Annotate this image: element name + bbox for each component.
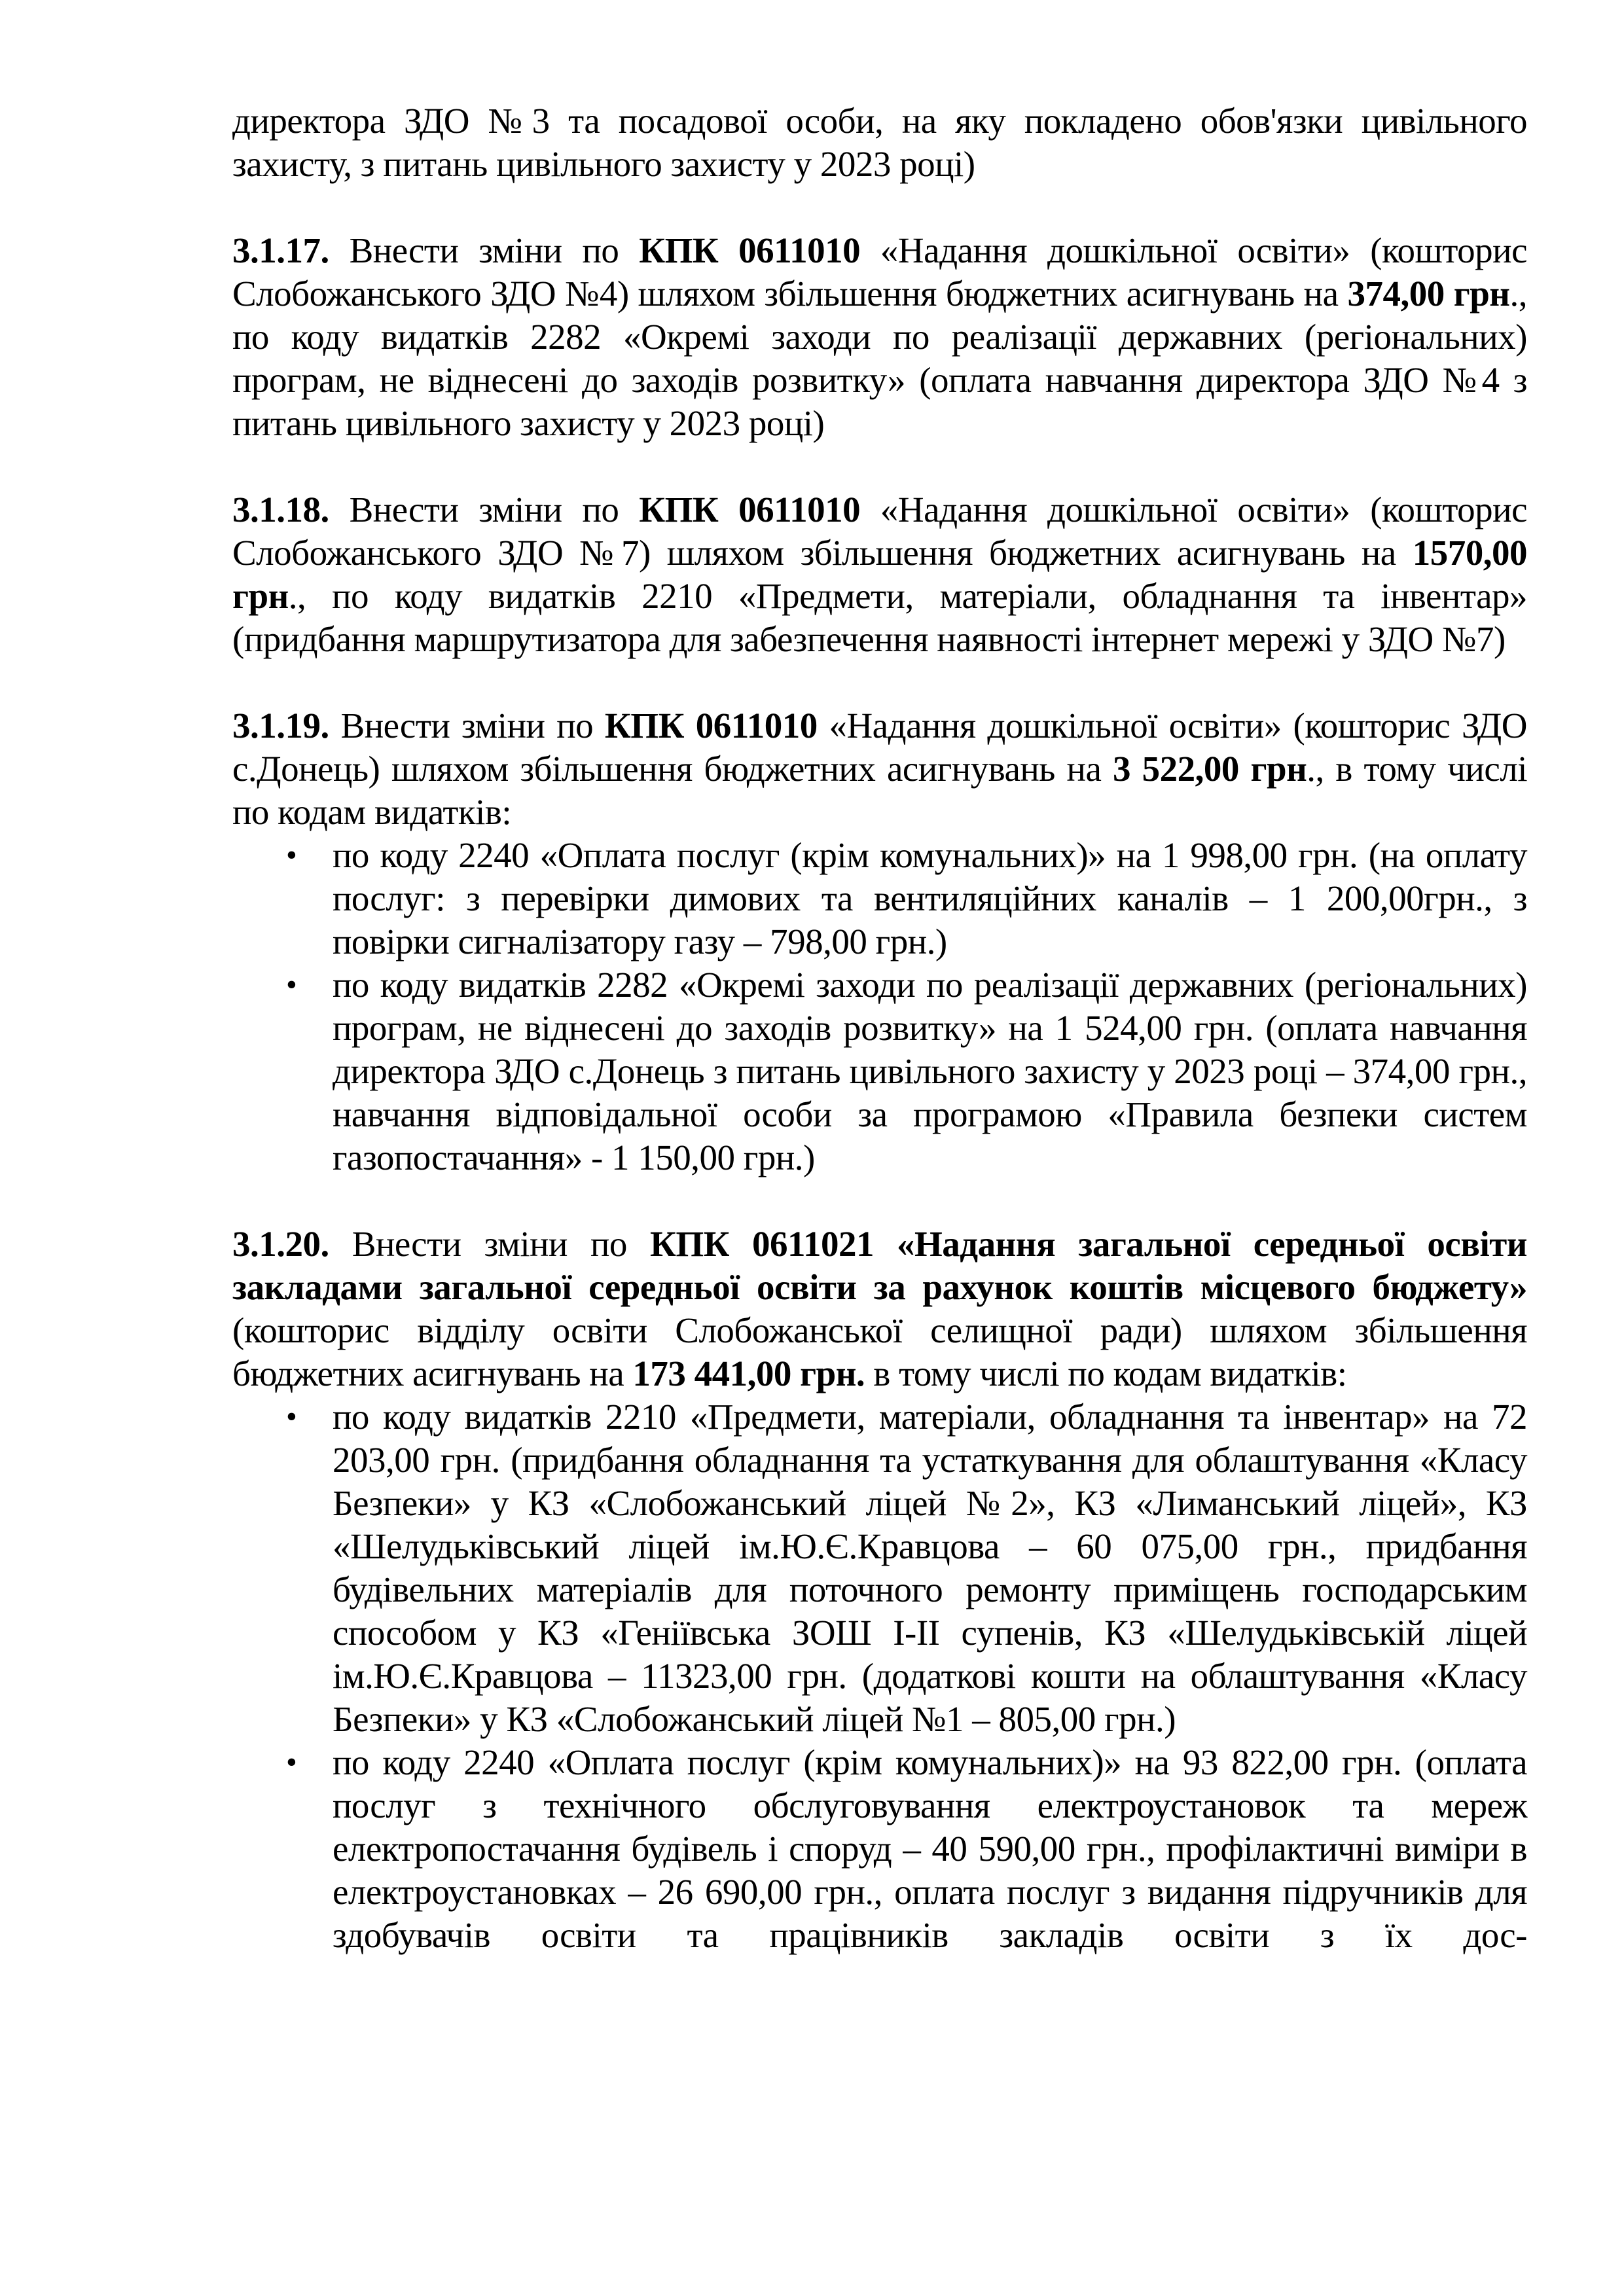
section-number: 3.1.18. <box>232 490 329 529</box>
section-number: 3.1.20. <box>232 1224 329 1264</box>
amount: 1570,00 грн <box>232 533 1527 616</box>
expense-item-text: по коду 2240 «Оплата послуг (крім комунальних)» на 93 822,00 грн. (оплата послуг з технічного обслуговування електроустановок та мереж електропостачання будівель і споруд – 40 590,00 грн., профілактичні виміри в електроустановках – 26 690,00 грн., оплата послуг з видання підручників для здобувачів освіти та працівників закладів освіти з їх дос- <box>333 1742 1527 1955</box>
amount: 374,00 грн <box>1347 274 1510 314</box>
paragraph-continuation <box>232 99 1527 186</box>
expense-item-text: по коду видатків 2210 «Предмети, матеріали, обладнання та інвентар» на 72 203,00 грн. (придбання обладнання та устаткування для облаштування «Класу Безпеки» у КЗ «Слобожанський ліцей №2», КЗ «Лиманський ліцей», КЗ «Шелудьківський ліцей ім.Ю.Є.Кравцова – 60 075,00 грн., придбання будівельних матеріалів для поточного ремонту приміщень господарським способом у КЗ «Геніївська ЗОШ І-ІІ супенів, КЗ «Шелудьківській ліцей ім.Ю.Є.Кравцова – 11323,00 грн. (додаткові кошти на облаштування «Класу Безпеки» у КЗ «Слобожанський ліцей №1 – 805,00 грн.) <box>333 1397 1527 1739</box>
section-number: 3.1.17. <box>232 230 329 270</box>
expense-list-3-1-20 <box>232 1395 1527 1957</box>
expense-item-text: по коду 2240 «Оплата послуг (крім комунальних)» на 1 998,00 грн. (на оплату послуг: з перевірки димових та вентиляційних каналів – 1 200,00грн., з повірки сигналізатору газу – 798,00 грн.) <box>333 835 1527 961</box>
bullet-icon: • <box>286 1399 297 1434</box>
amount: 173 441,00 грн. <box>632 1354 865 1393</box>
expense-item <box>232 834 1527 963</box>
amount: 3 522,00 грн <box>1113 749 1307 789</box>
expense-item <box>232 1395 1527 1741</box>
expense-item <box>232 1741 1527 1957</box>
expense-item-text: по коду видатків 2282 «Окремі заходи по реалізації державних (регіональних) програм, не віднесені до заходів розвитку» на 1 524,00 грн. (оплата навчання директора ЗДО с.Донець з питань цивільного захисту у 2023 році – 374,00 грн., навчання відповідальної особи за програмою «Правила безпеки систем газопостачання» - 1 150,00 грн.) <box>333 965 1527 1177</box>
kpk-code-and-title: КПК 0611021 «Надання загальної середньої освіти закладами загальної середньої освіти за рахунок коштів місцевого бюджету» <box>232 1224 1527 1307</box>
text-content <box>232 99 1527 1957</box>
section-3-1-18: 3.1.18. Внести зміни по КПК 0611010 «Надання дошкільної освіти» (кошторис Слобожанського ЗДО №7) шляхом збільшення бюджетних асигнувань на 1570,00 грн., по коду видатків 2210 «Предмети, матеріали, обладнання та інвентар» (придбання маршрутизатора для забезпечення наявності інтернет мережі у ЗДО №7) <box>232 490 1527 659</box>
section-3-1-19: 3.1.19. Внести зміни по КПК 0611010 «Надання дошкільної освіти» (кошторис ЗДО с.Донець) шляхом збільшення бюджетних асигнувань на 3 522,00 грн., в тому числі по кодам видатків: <box>232 706 1527 832</box>
expense-item <box>232 963 1527 1179</box>
bullet-icon: • <box>286 967 297 1002</box>
kpk-code: КПК 0611010 <box>639 230 861 270</box>
bullet-icon: • <box>286 1745 297 1780</box>
kpk-code: КПК 0611010 <box>604 706 818 745</box>
kpk-code: КПК 0611010 <box>639 490 861 529</box>
paragraph-text: директора ЗДО №3 та посадової особи, на яку покладено обов'язки цивільного захисту, з питань цивільного захисту у 2023 році) <box>232 101 1527 184</box>
section-3-1-17: 3.1.17. Внести зміни по КПК 0611010 «Надання дошкільної освіти» (кошторис Слобожанського ЗДО №4) шляхом збільшення бюджетних асигнувань на 374,00 грн., по коду видатків 2282 «Окремі заходи по реалізації державних (регіональних) програм, не віднесені до заходів розвитку» (оплата навчання директора ЗДО №4 з питань цивільного захисту у 2023 році) <box>232 230 1527 443</box>
bullet-icon: • <box>286 838 297 872</box>
section-number: 3.1.19. <box>232 706 329 745</box>
section-3-1-20: 3.1.20. Внести зміни по КПК 0611021 «Надання загальної середньої освіти закладами загальної середньої освіти за рахунок коштів місцевого бюджету» (кошторис відділу освіти Слобожанської селищної ради) шляхом збільшення бюджетних асигнувань на 173 441,00 грн. в тому числі по кодам видатків: <box>232 1224 1527 1393</box>
expense-list-3-1-19 <box>232 834 1527 1179</box>
